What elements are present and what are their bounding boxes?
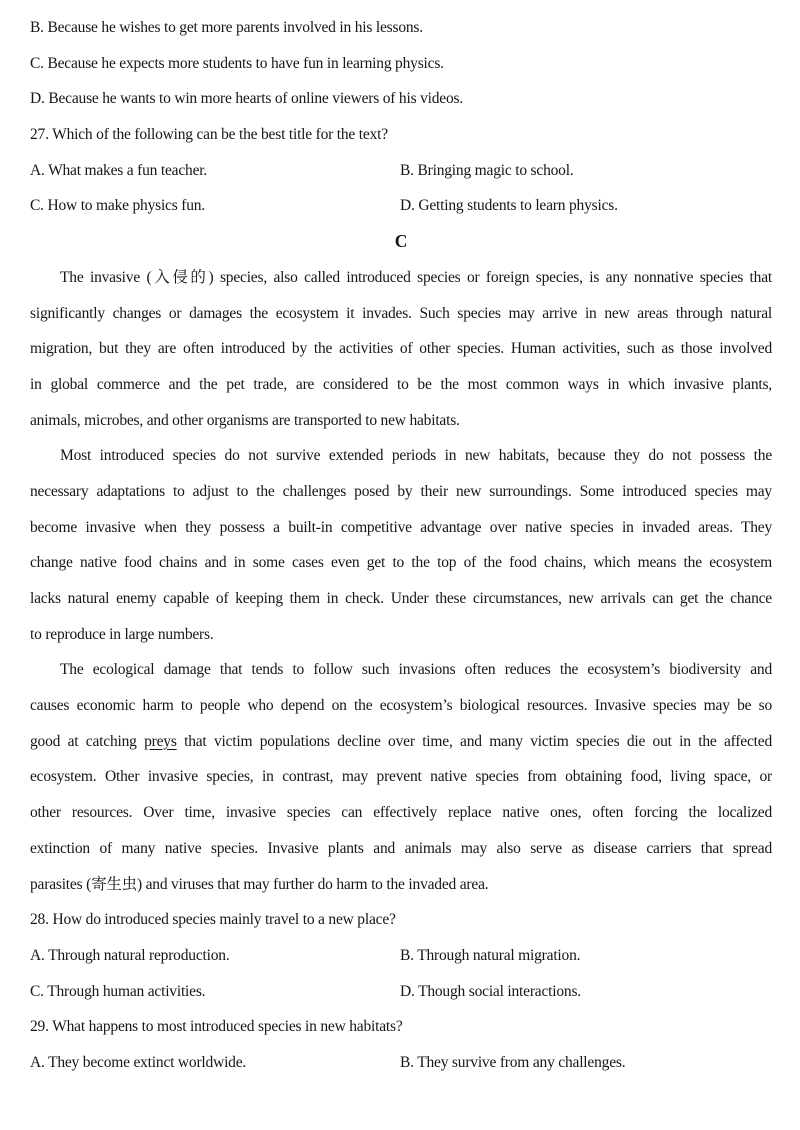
underlined-word-preys: preys xyxy=(144,732,177,750)
passage-line: to reproduce in large numbers. xyxy=(30,625,214,643)
question-27-option-b: B. Bringing magic to school. xyxy=(400,161,574,179)
prev-question-option-d: D. Because he wants to win more hearts of online viewers of his videos. xyxy=(30,90,464,108)
question-28-option-b: B. Through natural migration. xyxy=(400,946,581,964)
passage-line: necessary adaptations to adjust to the challenges posed by their new surroundings. Some introduced species may xyxy=(30,482,772,500)
prev-question-option-c: C. Because he expects more students to have fun in learning physics. xyxy=(30,54,444,72)
question-27-options-row-1 xyxy=(30,153,772,189)
passage-line: causes economic harm to people who depend on the ecosystem’s biological resources. Invasive species may be so xyxy=(30,697,772,715)
passage-text: good at catching xyxy=(30,732,145,750)
passage-line: migration, but they are often introduced by the activities of other species. Human activities, such as those involved xyxy=(30,340,772,358)
passage-line: become invasive when they possess a built-in competitive advantage over native species in invaded areas. They xyxy=(30,518,772,536)
passage-line: lacks natural enemy capable of keeping them in check. Under these circumstances, new arrivals can get the chance xyxy=(30,590,772,607)
passage-line: significantly changes or damages the ecosystem it invades. Such species may arrive in new areas through natural xyxy=(30,304,772,322)
passage-line: change native food chains and in some cases even get to the top of the food chains, which means the ecosystem xyxy=(30,554,772,572)
question-28-option-a: A. Through natural reproduction. xyxy=(30,946,230,964)
section-c-heading: C xyxy=(394,231,408,252)
question-29-option-a: A. They become extinct worldwide. xyxy=(30,1053,247,1071)
passage-line: in global commerce and the pet trade, are considered to be the most common ways in which invasive plants, xyxy=(30,375,772,393)
prev-question-option-b: B. Because he wishes to get more parents involved in his lessons. xyxy=(30,19,423,36)
passage-line: extinction of many native species. Invasive plants and animals may also serve as disease carriers that spread xyxy=(30,839,772,857)
question-29-stem: 29. What happens to most introduced species in new habitats? xyxy=(30,1018,403,1036)
question-29-options-row-1 xyxy=(30,1045,772,1081)
question-27-option-c: C. How to make physics fun. xyxy=(30,197,205,215)
question-28-options-row-1 xyxy=(30,938,772,974)
passage-text: that victim populations decline over time, and many victim species die out in the affected xyxy=(176,732,772,750)
question-27-option-d: D. Getting students to learn physics. xyxy=(400,197,618,215)
question-27-option-a: A. What makes a fun teacher. xyxy=(30,161,208,179)
passage-line: parasites (寄生虫) and viruses that may further do harm to the invaded area. xyxy=(30,875,489,893)
passage-line: animals, microbes, and other organisms are transported to new habitats. xyxy=(30,411,460,429)
passage-line: The invasive (入侵的) species, also called introduced species or foreign species, is any nonnative species that xyxy=(60,268,772,286)
passage-line: other resources. Over time, invasive species can effectively replace native ones, often forcing the localized xyxy=(30,804,772,822)
passage-line-with-underline xyxy=(30,724,772,760)
passage-line: The ecological damage that tends to follow such invasions often reduces the ecosystem’s biodiversity and xyxy=(60,661,772,679)
question-28-option-c: C. Through human activities. xyxy=(30,982,206,1000)
question-28-stem: 28. How do introduced species mainly travel to a new place? xyxy=(30,911,396,929)
passage-line: Most introduced species do not survive extended periods in new habitats, because they do not possess the xyxy=(60,447,772,465)
question-29-option-b: B. They survive from any challenges. xyxy=(400,1053,626,1071)
question-27-stem: 27. Which of the following can be the best title for the text? xyxy=(30,126,388,144)
passage-line: ecosystem. Other invasive species, in contrast, may prevent native species from obtaining food, living space, or xyxy=(30,768,772,786)
question-28-option-d: D. Though social interactions. xyxy=(400,982,581,1000)
question-27-options-row-2 xyxy=(30,188,772,224)
question-28-options-row-2 xyxy=(30,974,772,1010)
